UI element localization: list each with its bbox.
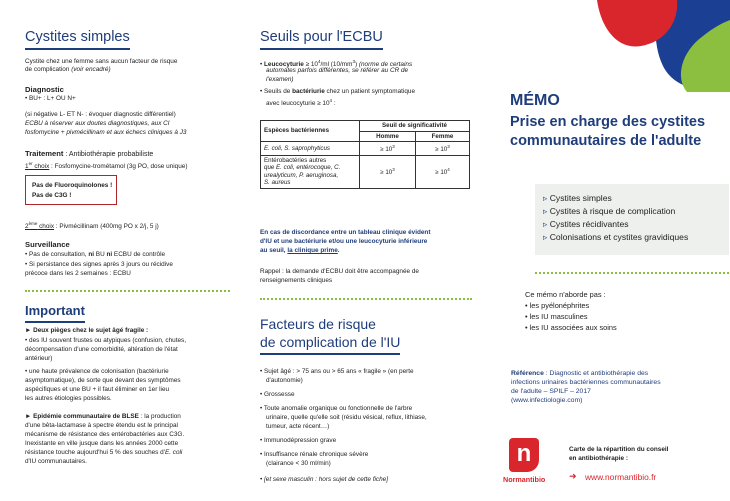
piege-line-5: asymptomatique), de sorte que devant des symptômes <box>25 377 181 384</box>
leucocyturie-line-3: l'examen) <box>266 76 294 83</box>
table-row <box>261 155 470 188</box>
row1-woman: ≥ $10^3$ <box>415 142 469 156</box>
contents-list <box>543 192 688 244</box>
piege-line-3: antérieur) <box>25 355 53 362</box>
triangle-bullet-icon: ▹ <box>543 206 548 216</box>
leucocyturie-line-2: automates parfois différentes, se référer au CR de <box>266 67 409 74</box>
risk-anomaly-3: tumeur, acte récent…) <box>266 423 330 430</box>
contents-box <box>535 184 729 255</box>
memo-title-line-2: communautaires de l'adulte <box>510 133 702 149</box>
table-header-row <box>261 121 470 132</box>
normantibio-logo-icon: n <box>509 438 539 472</box>
bacteriurie-line-2: avec leucocyturie ≥ $10^4$ : <box>266 98 336 108</box>
piege-line-4: • une haute prévalence de colonisation (bactériurie <box>25 368 169 375</box>
contents-item-cystites-risque[interactable]: ▹ Cystites à risque de complication <box>543 206 676 216</box>
discordance-line-2: d'IU et une bactériurie et/ou une leucocyturie inférieure <box>260 238 428 245</box>
blse-line-6: d'IU communautaires. <box>25 458 87 465</box>
rappel-line-2: renseignements cliniques <box>260 277 333 284</box>
discordance-line-3: au seuil, la clinique prime. <box>260 247 340 254</box>
dotted-divider <box>25 290 230 292</box>
leucocyturie-line-1: • Leucocyturie ≥ $10^4/ml$ $(10/mm^3)$ (norme de certains <box>260 59 413 69</box>
risk-immuno: • Immunodépression grave <box>260 437 337 444</box>
risk-renal-2: (clairance < 30 ml/min) <box>266 460 331 467</box>
section-title-important: Important <box>25 303 85 323</box>
section-title-facteurs-line-2: de complication de l'IU <box>260 334 400 355</box>
seuils-table <box>260 120 470 189</box>
column-memo-cover <box>497 0 730 501</box>
carte-line-1: Carte de la répartition du conseil <box>569 446 669 453</box>
surveillance-line-3: précoce dans les 2 semaines : ECBU <box>25 270 131 277</box>
triangle-bullet-icon: ▹ <box>543 219 548 229</box>
memo-label: MÉMO <box>510 92 560 109</box>
header-man: Homme <box>360 131 416 142</box>
normantibio-url-link[interactable]: www.normantibio.fr <box>585 472 657 482</box>
risk-anomaly-2: urinaire, quelle qu'elle soit (résidu vésical, reflux, lithiase, <box>266 414 427 421</box>
piege-line-2: décompensation d'une comorbidité, altération de l'état <box>25 346 178 353</box>
piege-line-7: les autres étiologies possibles. <box>25 395 112 402</box>
not-covered-title: Ce mémo n'aborde pas : <box>525 290 606 299</box>
risk-elderly-1: • Sujet âgé : > 75 ans ou > 65 ans « fragile » (en perte <box>260 368 414 375</box>
contents-item-cystites-simples[interactable]: ▹ Cystites simples <box>543 193 612 203</box>
blse-line-5: résistance touche aujourd'hui 5 % des souches d'E. coli <box>25 449 183 456</box>
not-covered-item: • les IU masculines <box>525 312 588 321</box>
risk-pregnancy: • Grossesse <box>260 391 295 398</box>
row2-man: ≥ $10^3$ <box>360 155 416 188</box>
warning-no-fluoroquinolones: Pas de Fluoroquinolones ! <box>32 182 113 189</box>
dotted-divider <box>260 298 472 300</box>
normantibio-logo-text: Normantibio <box>503 475 546 484</box>
header-woman: Femme <box>415 131 469 142</box>
second-choice-line: 2ème choix : Pivmécillinam (400mg PO x 2/j, 5 j) <box>25 221 159 231</box>
piege-heading: ► Deux pièges chez le sujet âgé fragile : <box>25 327 149 334</box>
ecbu-note-2: fosfomycine + pivmécillinam et aux échecs cliniques à J3 <box>25 129 187 136</box>
risk-male: • [et sexe masculin : hors sujet de cette fiche] <box>260 476 388 483</box>
row1-man: ≥ $10^3$ <box>360 142 416 156</box>
first-choice-line: 1er choix : Fosfomycine-trométamol (3g PO, dose unique) <box>25 161 188 171</box>
section-title-cystites-simples: Cystites simples <box>25 29 130 50</box>
row2-woman: ≥ $10^4$ <box>415 155 469 188</box>
reference-line-2: infections urinaires bactériennes communautaires <box>511 379 661 386</box>
warning-no-c3g: Pas de C3G ! <box>32 192 72 199</box>
bacteriurie-line-1: • Seuils de bactériurie chez un patient symptomatique <box>260 88 415 95</box>
intro-line-2: de complication (voir encadré) <box>25 66 111 73</box>
not-covered-item: • les IU associées aux soins <box>525 323 617 332</box>
contents-item-colonisations[interactable]: ▹ Colonisations et cystites gravidiques <box>543 232 689 242</box>
risk-renal-1: • Insuffisance rénale chronique sévère <box>260 451 369 458</box>
contents-item-cystites-recidivantes[interactable]: ▹ Cystites récidivantes <box>543 219 629 229</box>
reference-line-1: Référence : Diagnostic et antibiothérapie des <box>511 370 649 377</box>
section-title-seuils-ecbu: Seuils pour l'ECBU <box>260 29 383 50</box>
surveillance-line-2: • Si persistance des signes après 3 jours ou récidive <box>25 261 173 268</box>
surveillance-line-1: • Pas de consultation, ni BU ni ECBU de contrôle <box>25 251 166 258</box>
diagnostic-negative-note: (si négative L- ET N- : évoquer diagnostic différentiel) <box>25 111 176 118</box>
ecbu-note-1: ECBU à réserver aux doutes diagnostiques, aux CI <box>25 120 170 127</box>
discordance-line-1: En cas de discordance entre un tableau clinique évident <box>260 229 431 236</box>
intro-line-1: Cystite chez une femme sans aucun facteur de risque <box>25 58 178 65</box>
row1-species: E. coli, S. saprophyticus <box>261 142 360 156</box>
rappel-line-1: Rappel : la demande d'ECBU doit être accompagnée de <box>260 268 419 275</box>
header-species: Espèces bactériennes <box>261 121 360 142</box>
surveillance-heading: Surveillance <box>25 240 70 249</box>
reference-link[interactable]: (www.infectiologie.com) <box>511 397 583 404</box>
risk-elderly-2: d'autonomie) <box>266 377 303 384</box>
carte-line-2: en antibiothérapie : <box>569 455 628 462</box>
header-threshold: Seuil de significativité <box>360 121 470 132</box>
traitement-heading: Traitement : Antibiothérapie probabiliste <box>25 149 154 158</box>
not-covered-item: • les pyélonéphrites <box>525 301 590 310</box>
risk-anomaly-1: • Toute anomalie organique ou fonctionnelle de l'arbre <box>260 405 413 412</box>
piege-line-1: • des IU souvent frustes ou atypiques (confusion, chutes, <box>25 337 187 344</box>
triangle-bullet-icon: ▹ <box>543 193 548 203</box>
dotted-divider <box>535 272 729 274</box>
arrow-right-icon: ➜ <box>569 471 577 481</box>
table-row <box>261 142 470 156</box>
row2-species: Entérobactéries autres que E. coli, entérocoque, C. urealyticum, P. aeruginosa, S. aureus <box>261 155 360 188</box>
warning-box <box>25 175 117 205</box>
section-title-facteurs-line-1: Facteurs de risque <box>260 316 376 332</box>
blse-heading: ► Epidémie communautaire de BLSE : la production <box>25 413 181 420</box>
blse-line-4: Inexistante en ville jusque dans les années 2000 cette <box>25 440 179 447</box>
blse-line-3: mécanisme de résistance des entérobactéries aux C3G. <box>25 431 185 438</box>
diagnostic-heading: Diagnostic <box>25 85 64 94</box>
piege-line-6: aspécifiques et une BU + il faut éliminer en 1er lieu <box>25 386 170 393</box>
reference-line-3: de l'adulte – SPILF – 2017 <box>511 388 591 395</box>
diagnostic-bu: • BU+ : L+ OU N+ <box>25 95 76 102</box>
triangle-bullet-icon: ▹ <box>543 232 548 242</box>
decorative-shapes <box>557 0 730 92</box>
memo-title-line-1: Prise en charge des cystites <box>510 114 706 130</box>
blse-line-2: d'une bêta-lactamase à spectre étendu est le principal <box>25 422 178 429</box>
